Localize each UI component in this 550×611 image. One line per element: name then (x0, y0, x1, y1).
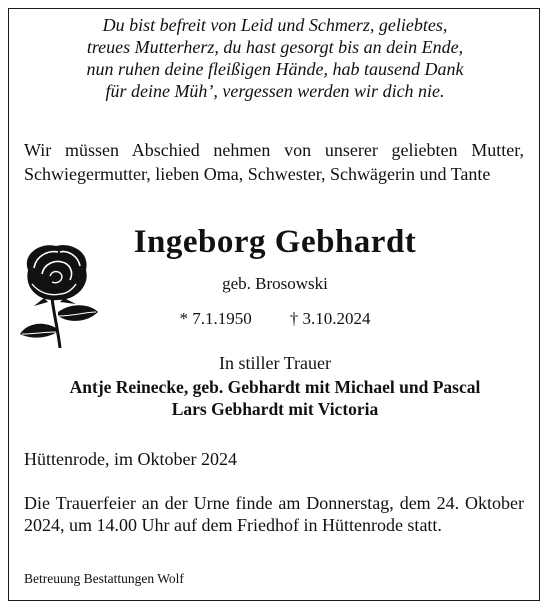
intro-text: Wir müssen Abschied nehmen von unserer geliebten Mutter, Schwiegermutter, lieben Oma, Schwester, Schwägerin und Tante (24, 140, 524, 184)
undertaker-credit: Betreuung Bestattungen Wolf (24, 571, 184, 586)
poem-line: nun ruhen deine fleißigen Hände, hab tausend Dank (86, 59, 464, 79)
place-date: Hüttenrode, im Oktober 2024 (24, 449, 237, 469)
poem-line: Du bist befreit von Leid und Schmerz, geliebtes, (102, 15, 448, 35)
birth-date: * 7.1.1950 (179, 309, 252, 328)
maiden-name: geb. Brosowski (222, 274, 328, 293)
service-notice: Die Trauerfeier an der Urne finde am Donnerstag, dem 24. Oktober 2024, um 14.00 Uhr auf dem Friedhof in Hüttenrode statt. (24, 493, 524, 535)
death-date: † 3.10.2024 (289, 309, 371, 328)
mourners-list (0, 376, 550, 420)
poem-line: treues Mutterherz, du hast gesorgt bis an dein Ende, (86, 37, 464, 57)
mourner-line: Antje Reinecke, geb. Gebhardt mit Michael und Pascal (69, 377, 481, 397)
deceased-name: Ingeborg Gebhardt (133, 224, 417, 260)
poem-line: für deine Müh’, vergessen werden wir dich nie. (105, 81, 445, 101)
life-dates (0, 308, 550, 330)
mourner-line: Lars Gebhardt mit Victoria (171, 399, 379, 419)
mourning-heading: In stiller Trauer (219, 353, 331, 373)
poem (0, 14, 550, 102)
